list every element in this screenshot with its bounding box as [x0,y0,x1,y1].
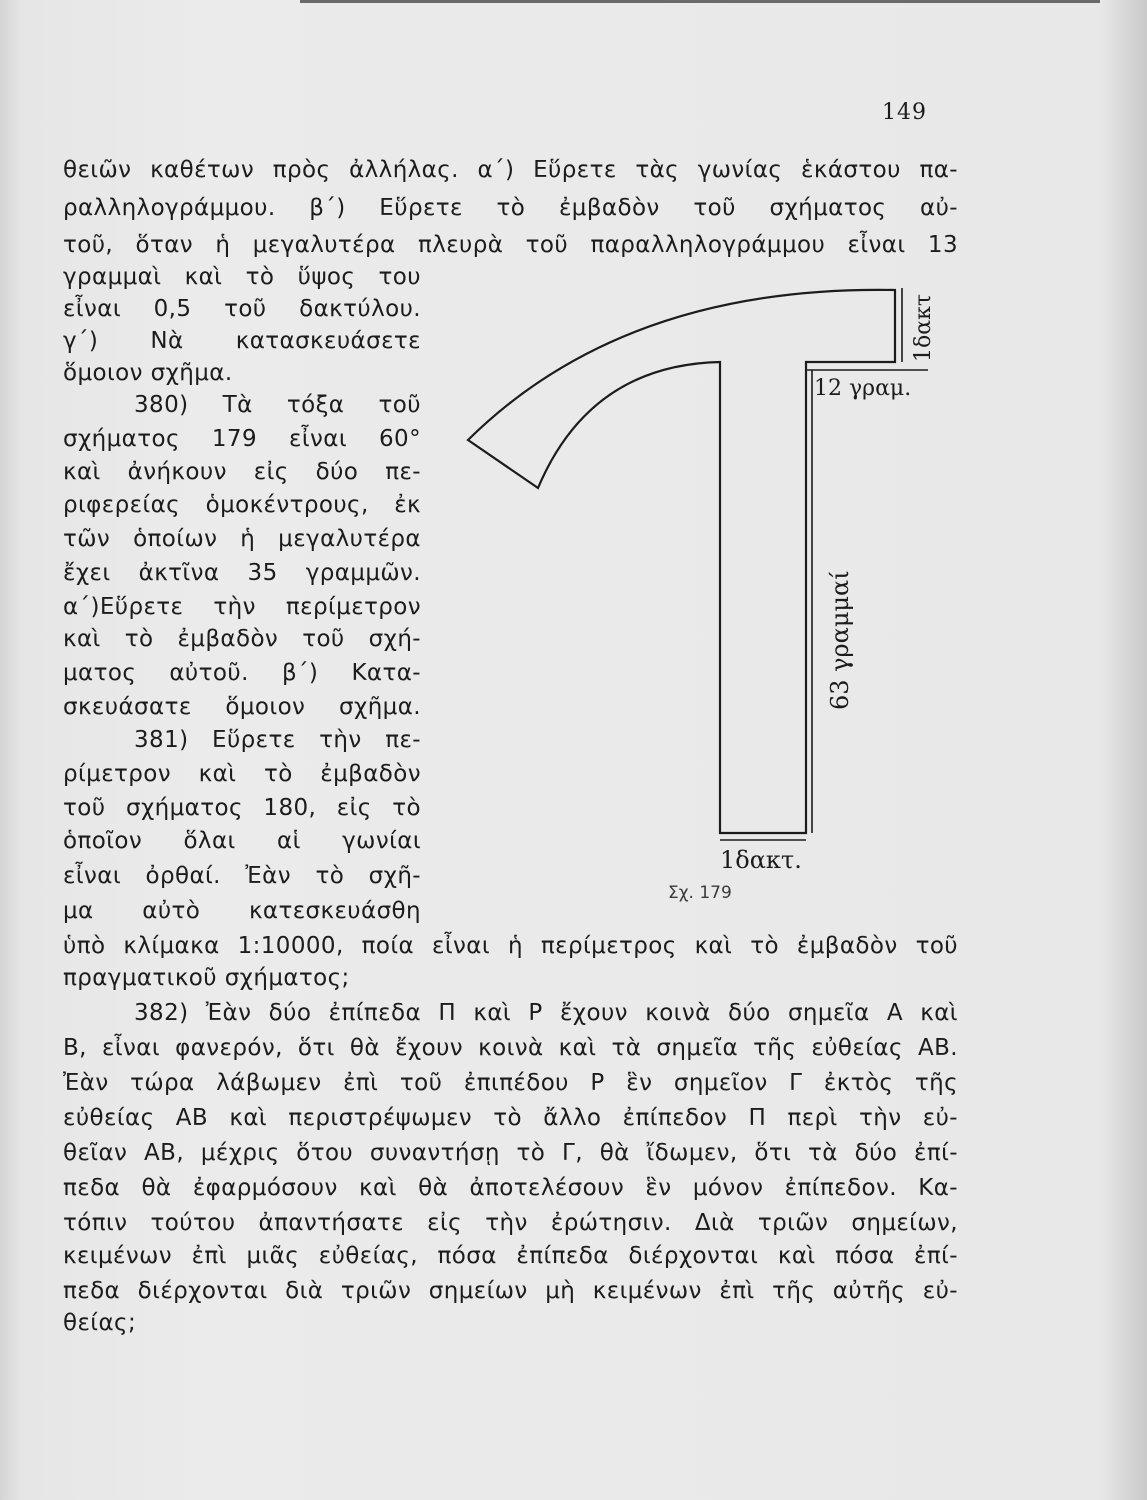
page-number: 149 [882,100,927,125]
text-line: πεδα θὰ ἐφαρμόσουν καὶ θὰ ἀποτελέσουν ἓν μόνον ἐπίπεδον. Κα- [63,1175,958,1201]
text-line: σκευάσατε ὅμοιον σχῆμα. [63,694,421,720]
text-line: θεῖαν ΑΒ, μέχρις ὅτου συναντήσῃ τὸ Γ, θὰ ἴδωμεν, ὅτι τὰ δύο ἐπί- [63,1140,958,1166]
label-top-length: 12 γραμ. [814,376,912,401]
exercise-380-heading: 380) Τὰ τόξα τοῦ [134,392,421,418]
text-line: γραμμαὶ καὶ τὸ ὕψος του [63,264,421,290]
hammer-shape-outline [468,290,895,833]
text-line: πεδα διέρχονται διὰ τριῶν σημείων μὴ κειμένων ἐπὶ τῆς αὐτῆς εὐ- [63,1278,958,1304]
text-line: τοῦ, ὅταν ἡ μεγαλυτέρα πλευρὰ τοῦ παραλληλογράμμου εἶναι 13 [63,232,958,258]
text-line: ρίμετρον καὶ τὸ ἐμβαδὸν [63,761,421,787]
text-line: θειῶν καθέτων πρὸς ἀλλήλας. α΄) Εὕρετε τὰς γωνίας ἑκάστου πα- [63,157,958,183]
label-bottom-width: 1δακτ. [720,846,802,874]
figure-179 [450,270,960,910]
label-stem-length: 63 γραμμαί [826,570,854,710]
text-line: εἶναι 0,5 τοῦ δακτύλου. [63,296,421,322]
text-line: καὶ τὸ ἐμβαδὸν τοῦ σχή- [63,626,421,652]
text-line: Ἐὰν τώρα λάβωμεν ἐπὶ τοῦ ἐπιπέδου Ρ ἓν σημεῖον Γ ἐκτὸς τῆς [63,1070,958,1096]
text-line: τῶν ὁποίων ἡ μεγαλυτέρα [63,526,421,552]
text-line: ὑπὸ κλίμακα 1:10000, ποία εἶναι ἡ περίμετρος καὶ τὸ ἐμβαδὸν τοῦ [63,933,958,959]
text-line: θείας; [63,1310,137,1336]
exercise-381-heading: 381) Εὕρετε τὴν πε- [134,727,421,753]
text-line: ἔχει ἀκτῖνα 35 γραμμῶν. [63,560,421,586]
text-line: γ΄) Νὰ κατασκευάσετε [63,328,421,354]
text-line: κειμένων ἐπὶ μιᾶς εὐθείας, πόσα ἐπίπεδα διέρχονται καὶ πόσα ἐπί- [63,1243,958,1269]
exercise-382-heading: 382) Ἐὰν δύο ἐπίπεδα Π καὶ Ρ ἔχουν κοινὰ δύο σημεῖα Α καὶ [134,1000,958,1026]
text-line: πραγματικοῦ σχήματος; [63,965,350,991]
text-line: Β, εἶναι φανερόν, ὅτι θὰ ἔχουν κοινὰ καὶ τὰ σημεῖα τῆς εὐθείας ΑΒ. [63,1035,958,1061]
label-top-side: 1δακτ [911,293,936,362]
page-edge [300,0,1100,3]
text-line: τοῦ σχήματος 180, εἰς τὸ [63,795,421,821]
text-line: ραλληλογράμμου. β΄) Εὕρετε τὸ ἐμβαδὸν τοῦ σχήματος αὐ- [63,195,958,221]
text-line: εἶναι ὀρθαί. Ἐὰν τὸ σχῆ- [63,863,421,889]
text-line: ὁποῖον ὅλαι αἱ γωνίαι [63,828,421,854]
text-line: ριφερείας ὁμοκέντρους, ἐκ [63,492,421,518]
text-line: εὐθείας ΑΒ καὶ περιστρέψωμεν τὸ ἄλλο ἐπίπεδον Π περὶ τὴν εὐ- [63,1105,958,1131]
text-line: μα αὐτὸ κατεσκευάσθη [63,898,421,924]
text-line: ὅμοιον σχῆμα. [63,360,233,386]
text-line: τόπιν τούτου ἀπαντήσατε εἰς τὴν ἐρώτησιν. Διὰ τριῶν σημείων, [63,1210,958,1236]
figure-caption: Σχ. 179 [668,883,732,903]
text-line: σχήματος 179 εἶναι 60° [63,426,421,452]
text-line: α΄)Εὕρετε τὴν περίμετρον [63,594,421,620]
text-line: ματος αὐτοῦ. β΄) Κατα- [63,660,421,686]
text-line: καὶ ἀνήκουν εἰς δύο πε- [63,459,421,485]
